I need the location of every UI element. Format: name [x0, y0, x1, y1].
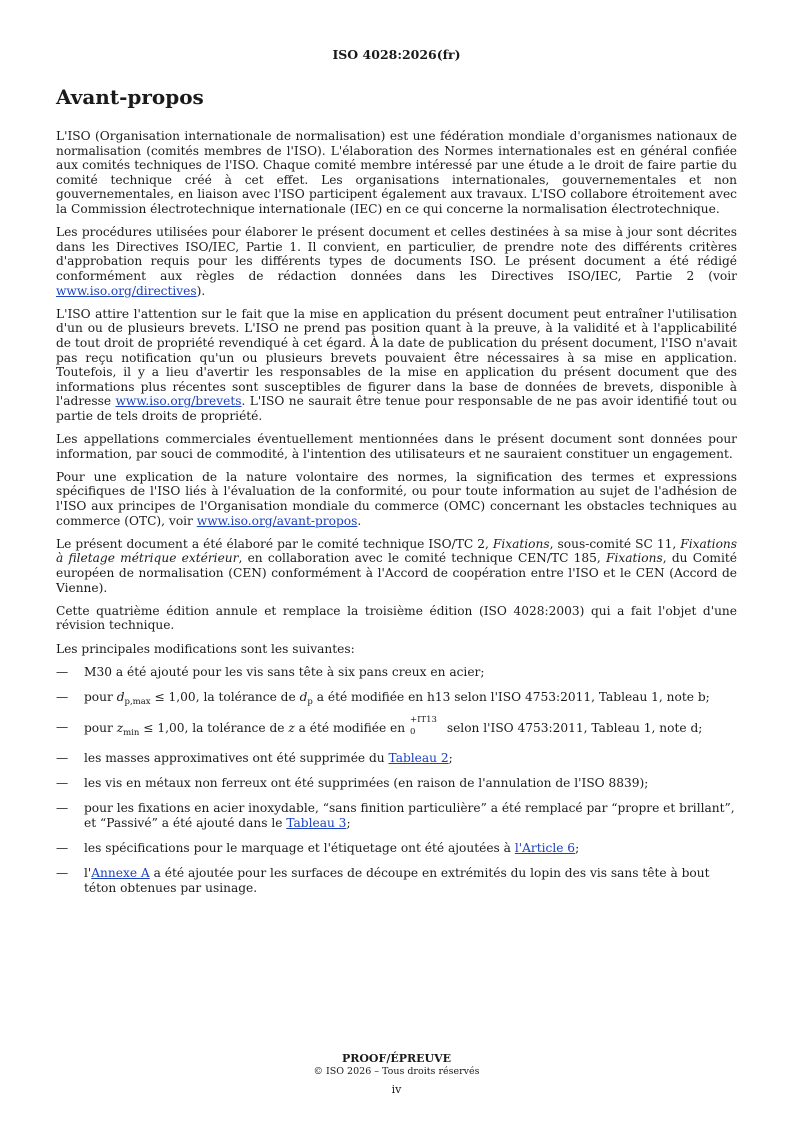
- list-dash: —: [56, 719, 69, 734]
- list-item-text: M30 a été ajouté pour les vis sans tête à six pans creux en acier;: [84, 664, 485, 679]
- paragraph-procedures: [56, 225, 737, 298]
- section-title: Avant-propos: [56, 85, 204, 109]
- modifications-list: [56, 665, 737, 895]
- list-dash: —: [56, 866, 69, 880]
- italic-term: Fixations: [492, 536, 550, 551]
- list-dash: —: [56, 664, 69, 679]
- paragraph-text: . L'ISO ne saurait être tenue pour responsable de ne pas avoir identifié tout ou partie de tels droits de propriété.: [56, 394, 738, 423]
- italic-term: Fixations: [606, 551, 663, 566]
- paragraph-changes-intro: Les principales modifications sont les suivantes:: [56, 641, 355, 656]
- list-item-text: a été ajoutée pour les surfaces de découpe en extrémités du lopin des vis sans tête à bout téton obtenues par usinage.: [84, 866, 710, 895]
- tolerance-upper: +IT13: [409, 714, 437, 725]
- math-subscript: p: [307, 696, 313, 707]
- paragraph-iso-intro: L'ISO (Organisation internationale de normalisation) est une fédération mondiale d'organismes nationaux de normalisation (comités membres de l'ISO). L'élaboration des Normes internationales est en général confiée aux comités techniques de l'ISO. Chaque comité membre intéressé par une étude a le droit de faire partie du comité technique créé à cet effet. Les organisations internationales, gouvernementales et non gouvernementales, en liaison avec l'ISO participent également aux travaux. L'ISO collabore étroitement avec la Commission électrotechnique internationale (IEC) en ce qui concerne la normalisation électrotechnique.: [56, 129, 737, 216]
- list-item-text: ≤ 1,00, la tolérance de: [150, 689, 300, 704]
- paragraph-text: ).: [196, 283, 206, 298]
- list-item: [56, 751, 737, 766]
- list-item-text: les spécifications pour le marquage et l'étiquetage ont été ajoutées à: [84, 840, 515, 855]
- paragraph-text: , sous-comité SC 11,: [549, 536, 681, 551]
- list-item: [56, 776, 737, 791]
- copyright-notice: © ISO 2026 – Tous droits réservés: [313, 1066, 480, 1077]
- math-variable: z: [116, 720, 124, 735]
- paragraph-trade-names: Les appellations commerciales éventuellement mentionnées dans le présent document sont données pour information, par souci de commodité, à l'intention des utilisateurs et ne sauraient constituer un engagement.: [56, 432, 737, 461]
- list-item: [56, 714, 737, 741]
- math-variable: d: [299, 689, 308, 704]
- list-dash: —: [56, 689, 69, 704]
- list-item-text: ;: [346, 815, 351, 830]
- foreword-link[interactable]: www.iso.org/avant-propos: [196, 513, 358, 528]
- math-variable: d: [116, 689, 125, 704]
- italic-term: Fixations à filetage métrique extérieur: [56, 536, 738, 566]
- tolerance-lower: 0: [409, 726, 416, 737]
- list-item-text: a été modifiée en: [294, 720, 409, 735]
- list-item-text: pour: [84, 689, 117, 704]
- math-subscript: p,max: [124, 696, 151, 707]
- list-item: [56, 801, 737, 830]
- list-item-text: pour: [84, 720, 117, 735]
- document-identifier: ISO 4028:2026(fr): [332, 47, 461, 62]
- list-item-text: a été modifiée en h13 selon l'ISO 4753:2011, Tableau 1, note b;: [312, 689, 710, 704]
- list-item-text: ;: [575, 840, 580, 855]
- page-footer: [0, 1052, 793, 1096]
- list-item: [56, 690, 737, 710]
- proof-label: PROOF/ÉPREUVE: [341, 1052, 452, 1065]
- list-item-text: l': [84, 866, 92, 880]
- paragraph-text: Les procédures utilisées pour élaborer le présent document et celles destinées à sa mise à jour sont décrites dans les Directives ISO/IEC, Partie 1. Il convient, en particulier, de prendre note des différents critères d'approbation requis pour les différents types de documents ISO. Le présent document a été rédigé conformément aux règles de rédaction données dans les Directives ISO/IEC, Partie 2 (voir: [56, 225, 737, 283]
- paragraph-patents: [56, 307, 737, 424]
- list-item: [56, 841, 737, 856]
- table-2-link[interactable]: Tableau 2: [388, 751, 449, 766]
- list-dash: —: [56, 840, 69, 855]
- foreword-body: [56, 129, 737, 906]
- list-item-text: selon l'ISO 4753:2011, Tableau 1, note d;: [442, 720, 703, 735]
- tolerance-notation: [409, 714, 443, 737]
- list-item-text: ≤ 1,00, la tolérance de: [139, 720, 289, 735]
- list-item-text: les masses approximatives ont été supprimée du: [84, 751, 389, 766]
- list-dash: —: [56, 801, 69, 816]
- list-dash: —: [56, 776, 69, 791]
- math-variable: z: [288, 720, 295, 735]
- math-subscript: min: [123, 727, 140, 738]
- page-number: iv: [391, 1083, 402, 1096]
- paragraph-committee: [56, 537, 737, 595]
- list-item-text: ;: [448, 751, 453, 766]
- patents-link[interactable]: www.iso.org/brevets: [115, 394, 242, 409]
- article-6-link[interactable]: l'Article 6: [514, 840, 576, 855]
- paragraph-text: , du Comité européen de normalisation (CEN) conformément à l'Accord de coopération entre l'ISO et le CEN (Accord de Vienne).: [56, 551, 737, 595]
- list-item: [56, 866, 737, 895]
- paragraph-text: L'ISO attire l'attention sur le fait que la mise en application du présent document peut entraîner l'utilisation d'un ou de plusieurs brevets. L'ISO ne prend pas position quant à la preuve, à la validité et à l'applicabilité de tout droit de propriété revendiqué à cet égard. À la date de publication du présent document, l'ISO n'avait pas reçu notification qu'un ou plusieurs brevets pouvaient être nécessaires à sa mise en application. Toutefois, il y a lieu d'avertir les responsables de la mise en application du présent document que des informations plus récentes sont susceptibles de figurer dans la base de données de brevets, disponible à l'adresse: [56, 306, 737, 409]
- paragraph-voluntary-nature: [56, 470, 737, 528]
- paragraph-edition: Cette quatrième édition annule et remplace la troisième édition (ISO 4028:2003) qui a fait l'objet d'une révision technique.: [56, 603, 737, 633]
- table-3-link[interactable]: Tableau 3: [286, 815, 347, 830]
- paragraph-text: Pour une explication de la nature volontaire des normes, la signification des termes et expressions spécifiques de l'ISO liés à l'évaluation de la conformité, ou pour toute information au sujet de l'adhésion de l'ISO aux principes de l'Organisation mondiale du commerce (OMC) concernant les obstacles techniques au commerce (OTC), voir: [56, 469, 737, 528]
- list-item-text: pour les fixations en acier inoxydable, “sans finition particulière” a été remplacé par “propre et brillant”, et “Passivé” a été ajouté dans le: [84, 801, 735, 830]
- paragraph-text: , en collaboration avec le comité technique CEN/TC 185,: [238, 551, 607, 566]
- directives-link[interactable]: www.iso.org/directives: [56, 283, 197, 298]
- annex-a-link[interactable]: Annexe A: [91, 866, 150, 880]
- paragraph-text: .: [357, 513, 362, 528]
- list-item-text: les vis en métaux non ferreux ont été supprimées (en raison de l'annulation de l'ISO 8839);: [84, 776, 649, 791]
- list-dash: —: [56, 751, 69, 766]
- list-item: [56, 665, 737, 680]
- paragraph-text: Le présent document a été élaboré par le comité technique ISO/TC 2,: [56, 536, 493, 551]
